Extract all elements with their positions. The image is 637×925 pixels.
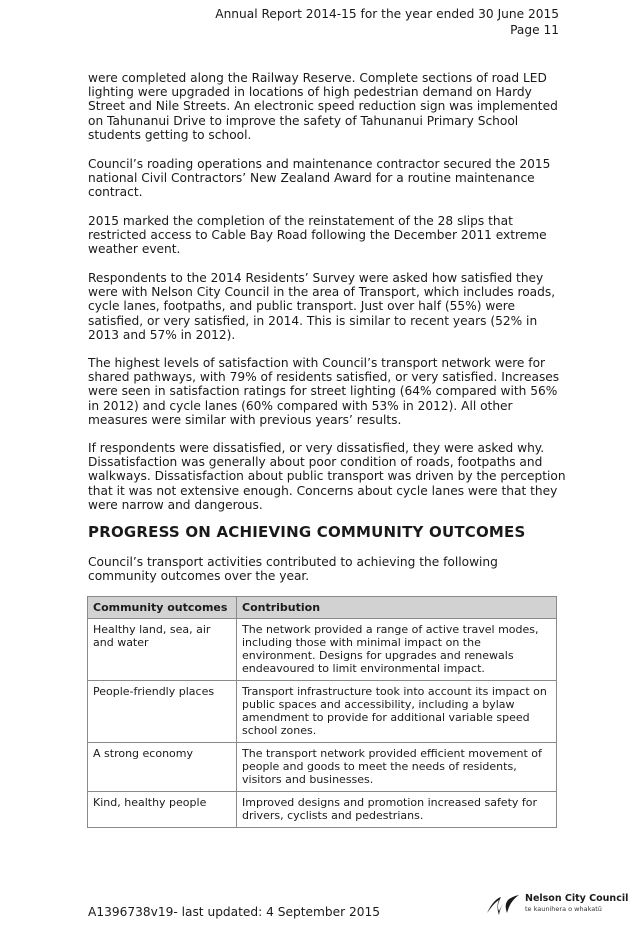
paragraph: If respondents were dissatisfied, or very dissatisfied, they were asked why. Dissatisfaction was generally about poor condition of roads, footpaths and walkways. Dissatisfaction about public transport was driven by the perception that it was not extensive enough. Concerns about cycle lanes were that they were narrow and dangerous. bbox=[88, 441, 566, 512]
paragraph: Respondents to the 2014 Residents’ Survey were asked how satisfied they were with Nelson City Council in the area of Transport, which includes roads, cycle lanes, footpaths, and public transport. Just over half (55%) were satisfied, or very satisfied, in 2014. This is similar to recent years (52% in 2013 and 57% in 2012). bbox=[88, 271, 556, 342]
page-header bbox=[215, 6, 559, 38]
outcome-cell: Healthy land, sea, air and water bbox=[88, 619, 237, 681]
document-reference: A1396738v19- last updated: 4 September 2015 bbox=[88, 905, 381, 919]
table-row bbox=[88, 792, 557, 828]
column-header: Community outcomes bbox=[88, 597, 237, 619]
outcome-cell: Kind, healthy people bbox=[88, 792, 237, 828]
paragraph: 2015 marked the completion of the reinstatement of the 28 slips that restricted access to Cable Bay Road following the December 2011 extreme weather event. bbox=[88, 214, 547, 257]
page-number: Page 11 bbox=[510, 23, 559, 37]
column-header: Contribution bbox=[237, 597, 557, 619]
body-text bbox=[88, 157, 568, 200]
logo-subtitle: te kaunihera o whakatū bbox=[525, 905, 602, 913]
contribution-cell: Improved designs and promotion increased safety for drivers, cyclists and pedestrians. bbox=[237, 792, 557, 828]
outcome-cell: People-friendly places bbox=[88, 681, 237, 743]
paragraph: The highest levels of satisfaction with Council’s transport network were for shared pathways, with 79% of residents satisfied, or very satisfied. Increases were seen in satisfaction ratings for street lighting (64% compared with 56% in 2012) and cycle lanes (60% compared with 53% in 2012). All other measures were similar with previous years’ results. bbox=[88, 356, 560, 427]
contribution-cell: Transport infrastructure took into account its impact on public spaces and accessibility, including a bylaw amendment to provide for additional variable speed school zones. bbox=[237, 681, 557, 743]
paragraph: were completed along the Railway Reserve. Complete sections of road LED lighting were upgraded in locations of high pedestrian demand on Hardy Street and Nile Streets. An electronic speed reduction sign was implemented on Tahunanui Drive to improve the safety of Tahunanui Primary School students getting to school. bbox=[88, 71, 558, 142]
section-heading: PROGRESS ON ACHIEVING COMMUNITY OUTCOMES bbox=[88, 523, 526, 541]
table-row bbox=[88, 743, 557, 792]
body-text bbox=[88, 271, 568, 342]
section-intro: Council’s transport activities contributed to achieving the following community outcomes over the year. bbox=[88, 555, 498, 584]
outcome-cell: A strong economy bbox=[88, 743, 237, 792]
paragraph: Council’s roading operations and maintenance contractor secured the 2015 national Civil Contractors’ New Zealand Award for a routine maintenance contract. bbox=[88, 157, 551, 200]
table-row bbox=[88, 619, 557, 681]
body-text bbox=[88, 441, 568, 512]
table-header-row bbox=[88, 597, 557, 619]
council-logo-icon bbox=[485, 891, 523, 917]
body-text bbox=[88, 71, 568, 142]
body-text bbox=[88, 214, 568, 257]
council-logo bbox=[485, 889, 629, 919]
report-title: Annual Report 2014-15 for the year ended 30 June 2015 bbox=[215, 7, 559, 21]
contribution-cell: The transport network provided efficient movement of people and goods to meet the needs of residents, visitors and businesses. bbox=[237, 743, 557, 792]
logo-name: Nelson City Council bbox=[525, 893, 629, 904]
table-row bbox=[88, 681, 557, 743]
body-text bbox=[88, 356, 568, 427]
contribution-cell: The network provided a range of active travel modes, including those with minimal impact on the environment. Designs for upgrades and renewals endeavoured to limit environmental impact. bbox=[237, 619, 557, 681]
outcomes-table bbox=[87, 596, 557, 828]
